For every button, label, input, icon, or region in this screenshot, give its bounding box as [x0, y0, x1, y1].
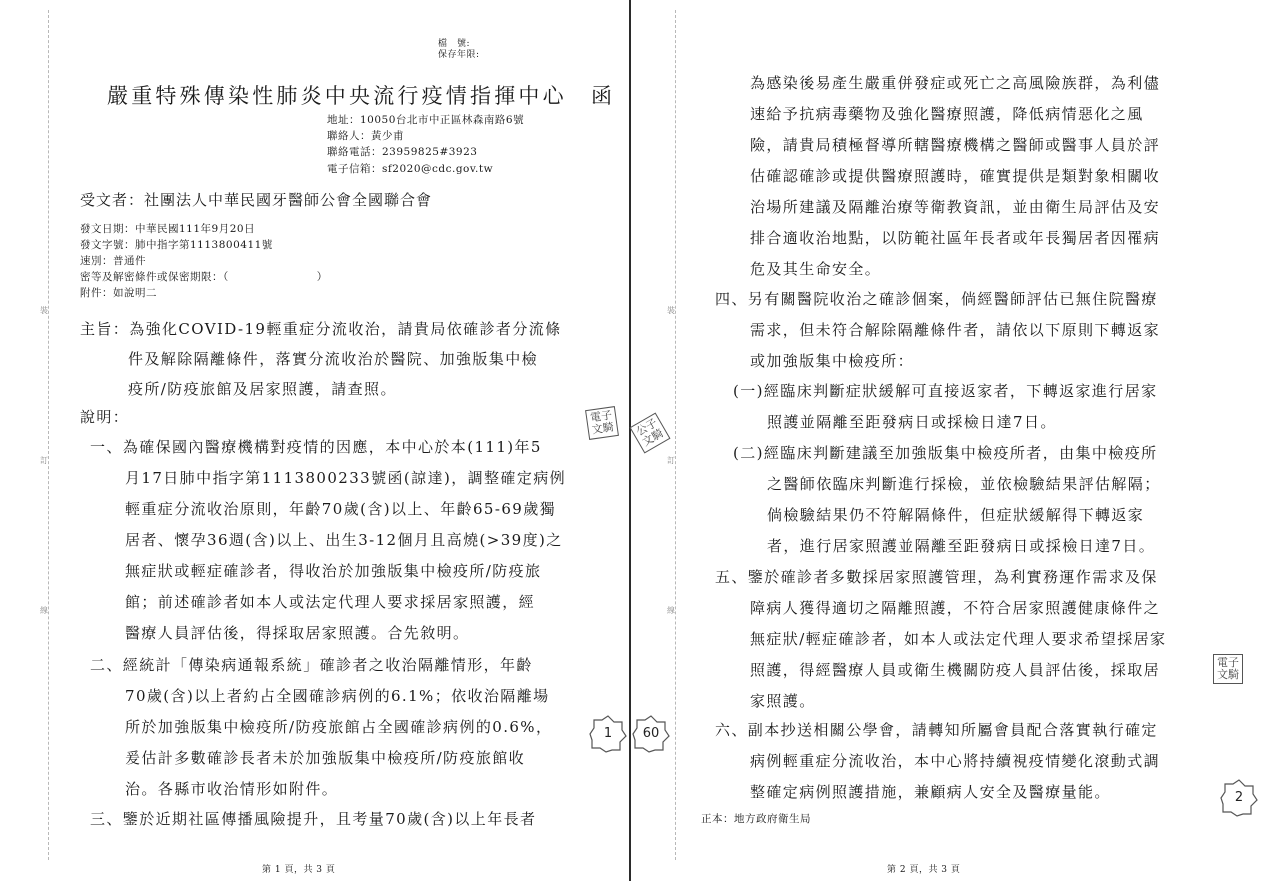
binding-mark: 線 — [667, 606, 675, 615]
body-line: 醫療人員評估後，得採取居家照護。合先敘明。 — [125, 624, 470, 642]
body-line: 照護，得經醫療人員或衛生機關防疫人員評估後，採取居 — [750, 661, 1161, 679]
body-line: 月17日肺中指字第1113800233號函(諒達)，調整確定病例 — [125, 469, 567, 487]
binding-mark: 訂 — [667, 456, 675, 465]
document-page-2 — [631, 0, 1269, 881]
binding-mark: 裝 — [667, 306, 675, 315]
electronic-document-stamp: 電子文騎 — [1213, 654, 1243, 684]
body-line: 居者、懷孕36週(含)以上、出生3-12個月且高燒(>39度)之 — [125, 531, 563, 549]
recipient: 受文者：社團法人中華民國牙醫師公會全國聯合會 — [80, 191, 433, 209]
body-line: 治。各縣市收治情形如附件。 — [125, 780, 339, 798]
subject-line: 疫所/防疫旅館及居家照護，請查照。 — [128, 380, 397, 398]
body-line: 估確認確診或提供醫療照護時，確實提供是類對象相關收 — [750, 167, 1161, 185]
body-line: 四、另有關醫院收治之確診個案，倘經醫師評估已無住院醫療 — [715, 290, 1158, 308]
document-title: 嚴重特殊傳染性肺炎中央流行疫情指揮中心 函 — [107, 84, 616, 108]
binding-mark: 訂 — [40, 456, 48, 465]
binding-mark: 線 — [40, 606, 48, 615]
body-line: 治場所建議及隔離治療等衛教資訊，並由衛生局評估及安 — [750, 198, 1161, 216]
body-line: 家照護。 — [750, 692, 816, 710]
seal-number: 60 — [642, 726, 660, 741]
body-line: 倘檢驗結果仍不符解隔條件，但症狀緩解得下轉返家 — [767, 506, 1145, 524]
body-line: 或加強版集中檢疫所： — [750, 352, 915, 370]
binding-line — [48, 10, 49, 860]
body-line: 爰估計多數確診長者未於加強版集中檢疫所/防疫旅館收 — [125, 749, 526, 767]
binding-line — [675, 10, 676, 860]
delivery-speed: 速別：普通件 — [80, 255, 146, 267]
body-line: 速給予抗病毒藥物及強化醫療照護，降低病情惡化之風 — [750, 105, 1144, 123]
page-footer: 第 1 頁，共 3 頁 — [262, 865, 336, 875]
body-line: 排合適收治地點，以防範社區年長者或年長獨居者因罹病 — [750, 229, 1161, 247]
explanation-label: 說明： — [80, 408, 130, 426]
subject-line: 主旨：為強化COVID-19輕重症分流收治，請貴局依確診者分流條 — [80, 320, 562, 338]
body-line: 無症狀/輕症確診者，如本人或法定代理人要求希望採居家 — [750, 630, 1167, 648]
body-line: 危及其生命安全。 — [750, 260, 882, 278]
body-line: 之醫師依臨床判斷進行採檢，並依檢驗結果評估解隔； — [767, 475, 1161, 493]
body-line: 一、為確保國內醫療機構對疫情的因應，本中心於本(111)年5 — [90, 438, 542, 456]
body-line: 整確定病例照護措施，兼顧病人安全及醫療量能。 — [750, 783, 1111, 801]
body-line: 輕重症分流收治原則，年齡70歲(含)以上、年齡65-69歲獨 — [125, 500, 557, 518]
body-line: 照護並隔離至距發病日或採檢日達7日。 — [767, 413, 1057, 431]
body-line: 無症狀或輕症確診者，得收治於加強版集中檢疫所/防疫旅 — [125, 562, 542, 580]
issue-date: 發文日期：中華民國111年9月20日 — [80, 223, 256, 235]
secrecy-level: 密等及解密條件或保密期限：（ ） — [80, 271, 328, 283]
archive-number-label: 檔 號: — [438, 39, 471, 49]
body-line: 需求，但未符合解除隔離條件者，請依以下原則下轉返家 — [750, 321, 1161, 339]
retention-period-label: 保存年限: — [438, 50, 480, 60]
perforation-seal — [588, 714, 628, 754]
seal-number: 1 — [603, 726, 613, 741]
body-line: 險，請貴局積極督導所轄醫療機構之醫師或醫事人員於評 — [750, 136, 1161, 154]
body-line: 70歲(含)以上者約占全國確診病例的6.1%；依收治隔離場 — [125, 687, 550, 705]
body-line: (二)經臨床判斷建議至加強版集中檢疫所者，由集中檢疫所 — [733, 444, 1158, 462]
binding-mark: 裝 — [40, 306, 48, 315]
electronic-document-stamp: 電子文騎 — [585, 406, 619, 440]
electronic-document-stamp: 公子文騎 — [630, 413, 671, 454]
sender-address: 地址：10050台北市中正區林森南路6號 — [327, 114, 525, 126]
attachment-note: 附件：如說明二 — [80, 287, 157, 299]
copy-recipient: 正本：地方政府衛生局 — [701, 813, 811, 825]
document-page-1 — [0, 0, 630, 881]
body-line: 障病人獲得適切之隔離照護，不符合居家照護健康條件之 — [750, 599, 1161, 617]
issue-number: 發文字號：肺中指字第1113800411號 — [80, 239, 273, 251]
page-footer: 第 2 頁，共 3 頁 — [887, 865, 961, 875]
sender-email: 電子信箱：sf2020@cdc.gov.tw — [327, 163, 494, 175]
body-line: 二、經統計「傳染病通報系統」確診者之收治隔離情形，年齡 — [90, 656, 533, 674]
seal-number: 2 — [1234, 790, 1244, 805]
body-line: 三、鑒於近期社區傳播風險提升，且考量70歲(含)以上年長者 — [90, 810, 537, 828]
body-line: 者，進行居家照護並隔離至距發病日或採檢日達7日。 — [767, 537, 1156, 555]
perforation-seal — [631, 714, 671, 754]
sender-phone: 聯絡電話：23959825#3923 — [327, 146, 478, 158]
body-line: (一)經臨床判斷症狀緩解可直接返家者，下轉返家進行居家 — [733, 382, 1158, 400]
body-line: 所於加強版集中檢疫所/防疫旅館占全國確診病例的0.6%， — [125, 718, 553, 736]
perforation-seal — [1219, 778, 1259, 818]
subject-line: 件及解除隔離條件，落實分流收治於醫院、加強版集中檢 — [128, 350, 539, 368]
body-line: 六、副本抄送相關公學會，請轉知所屬會員配合落實執行確定 — [715, 721, 1158, 739]
body-line: 病例輕重症分流收治，本中心將持續視疫情變化滾動式調 — [750, 752, 1161, 770]
body-line: 五、鑒於確診者多數採居家照護管理，為利實務運作需求及保 — [715, 568, 1158, 586]
body-line: 館；前述確診者如本人或法定代理人要求採居家照護，經 — [125, 593, 536, 611]
body-line: 為感染後易產生嚴重併發症或死亡之高風險族群，為利儘 — [750, 74, 1161, 92]
sender-contact: 聯絡人：黃少甫 — [327, 130, 404, 142]
